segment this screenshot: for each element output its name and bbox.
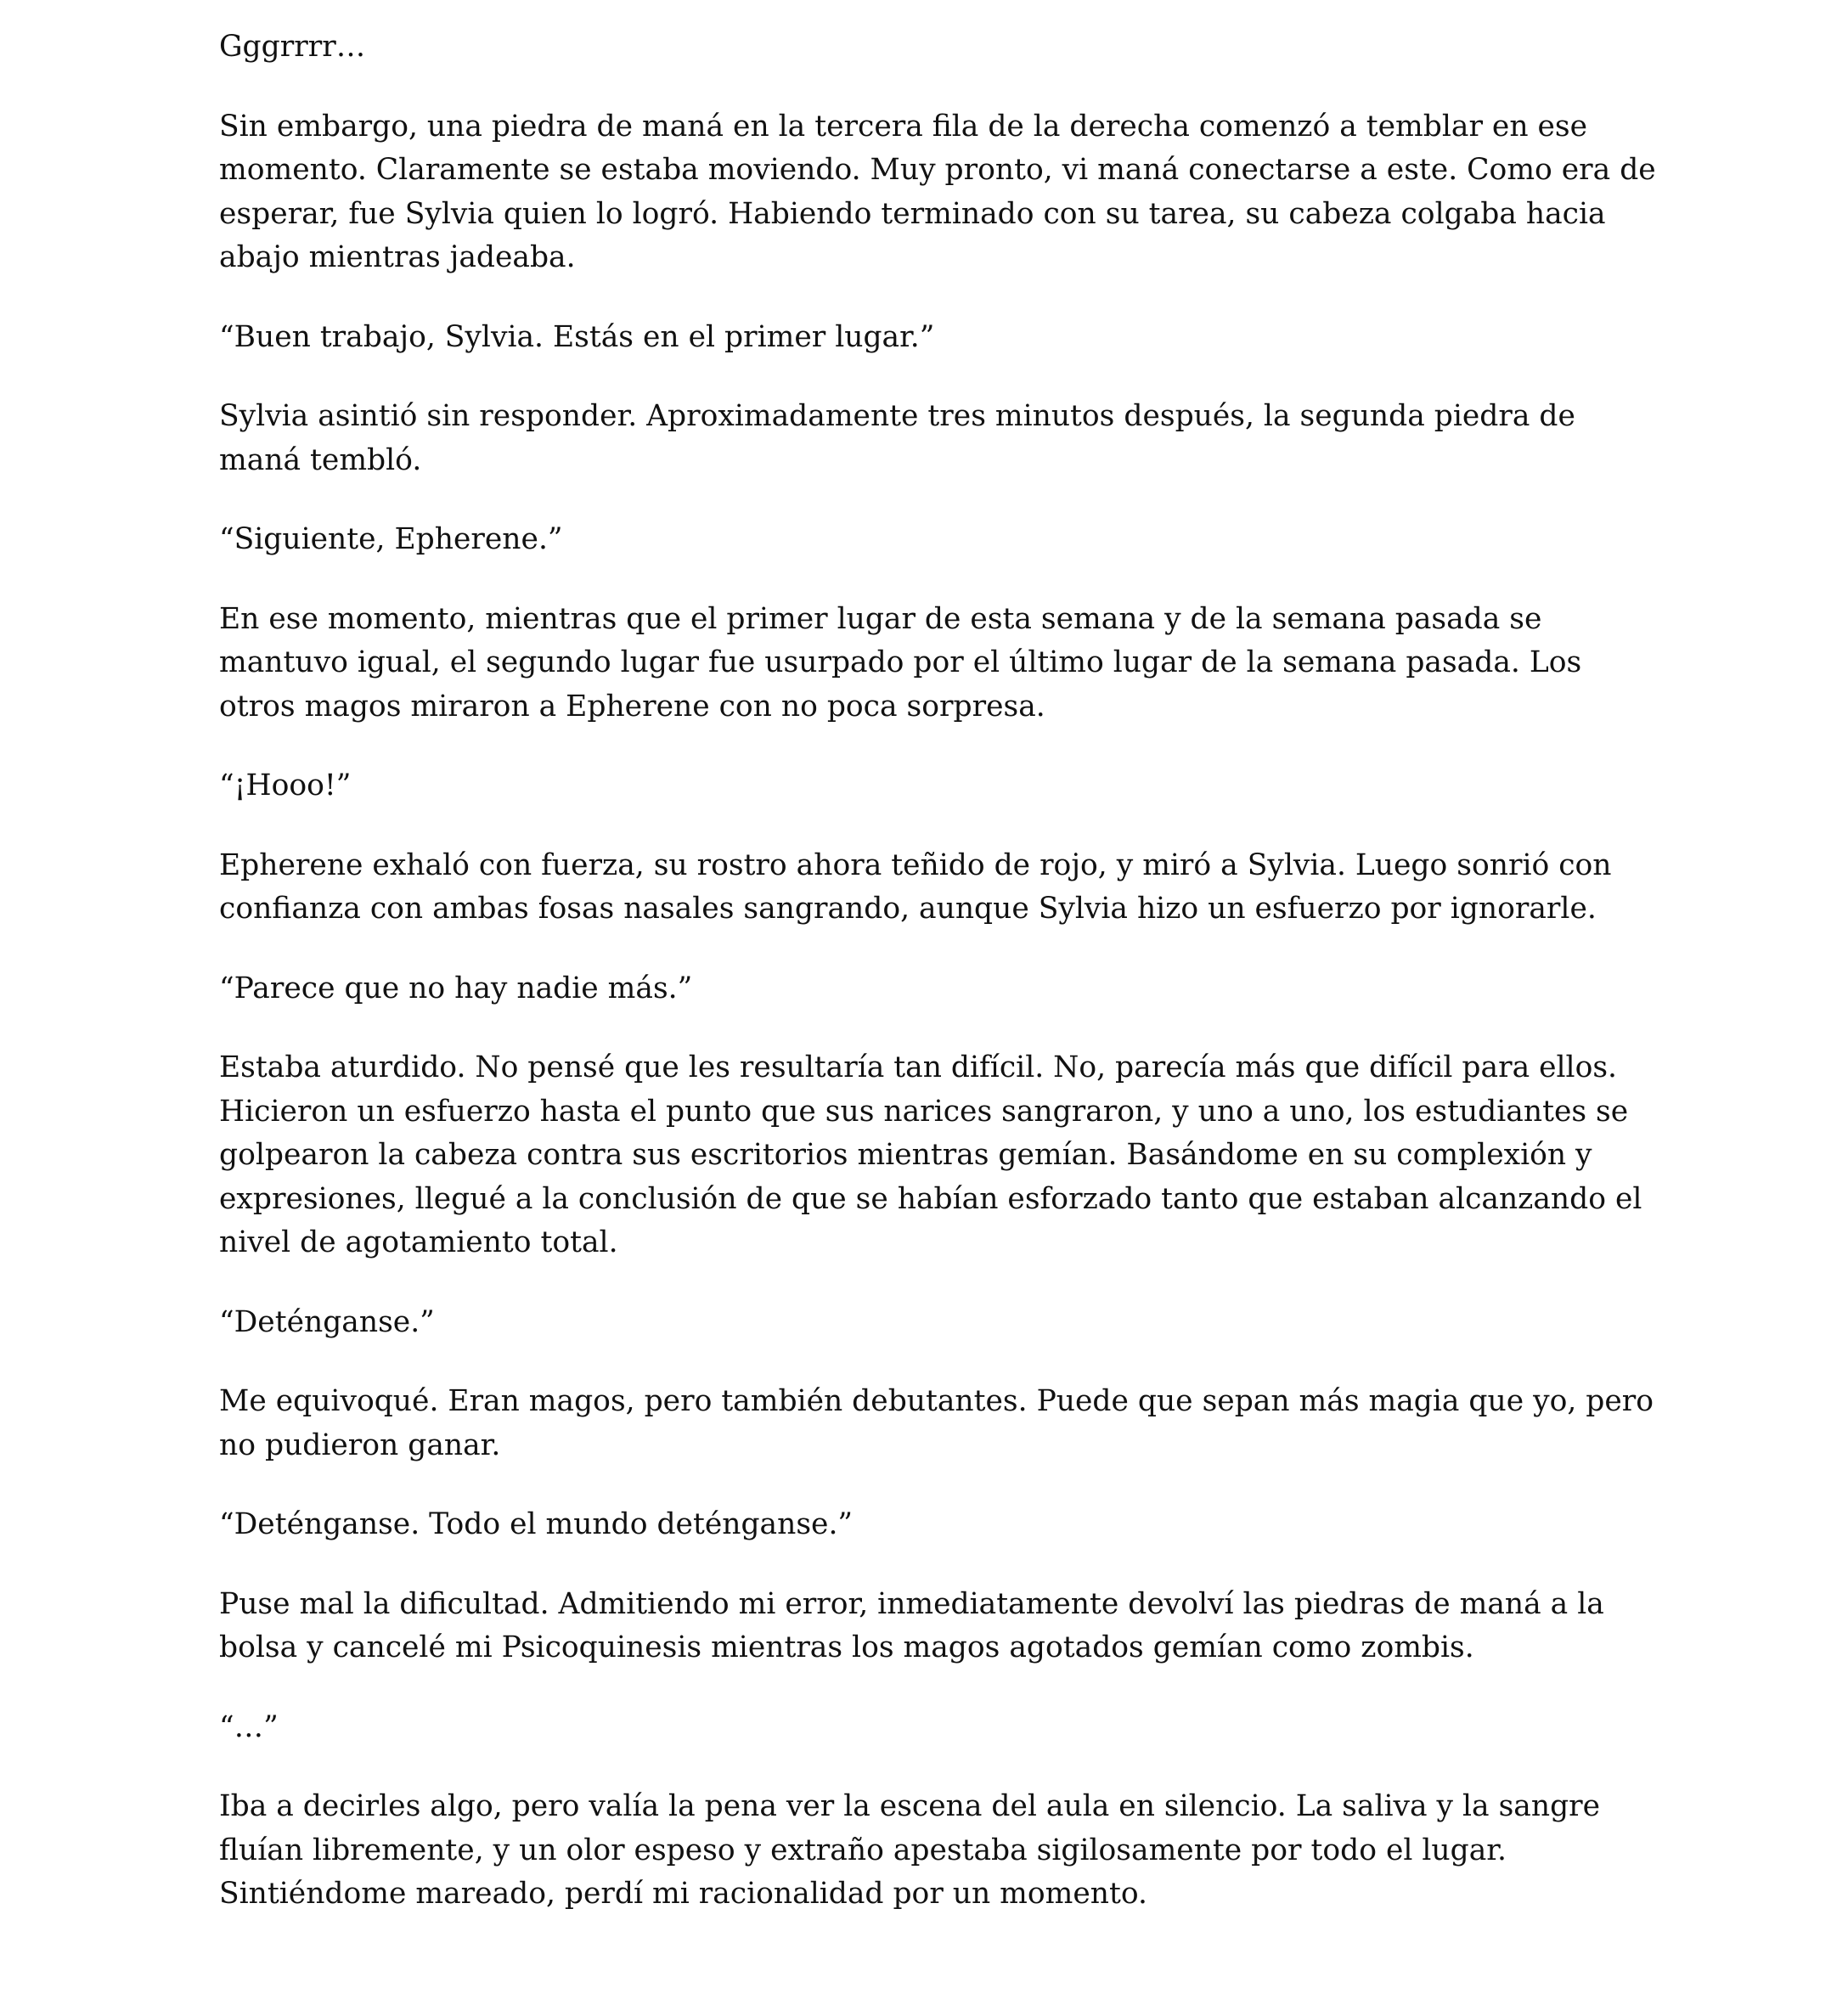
paragraph: Epherene exhaló con fuerza, su rostro ahora teñido de rojo, y miró a Sylvia. Luego sonrió con confianza con ambas fosas nasales sangrando, aunque Sylvia hizo un esfuerzo por ignorarle. [219, 847, 1612, 926]
paragraph: En ese momento, mientras que el primer lugar de esta semana y de la semana pasada se mantuvo igual, el segundo lugar fue usurpado por el último lugar de la semana pasada. Los otros magos miraron a Epherene con no poca sorpresa. [219, 601, 1582, 724]
paragraph: Sin embargo, una piedra de maná en la tercera fila de la derecha comenzó a temblar en ese momento. Claramente se estaba moviendo. Muy pronto, vi maná conectarse a este. Como era de esperar, fue Sylvia quien lo logró. Habiendo terminado con su tarea, su cabeza colgaba hacia abajo mientras jadeaba. [219, 109, 1656, 274]
paragraph: “Parece que no hay nadie más.” [219, 971, 693, 1005]
paragraph: “Deténganse. Todo el mundo deténganse.” [219, 1507, 854, 1541]
paragraph: Puse mal la dificultad. Admitiendo mi error, inmediatamente devolví las piedras de maná a la bolsa y cancelé mi Psicoquinesis mientras los magos agotados gemían como zombis. [219, 1586, 1604, 1664]
paragraph: Me equivoqué. Eran magos, pero también debutantes. Puede que sepan más magia que yo, pero no pudieron ganar. [219, 1384, 1654, 1462]
paragraph: “Buen trabajo, Sylvia. Estás en el primer lugar.” [219, 319, 935, 354]
paragraph: “Siguiente, Epherene.” [219, 522, 563, 556]
paragraph: “¡Hooo!” [219, 769, 352, 802]
paragraph: Sylvia asintió sin responder. Aproximadamente tres minutos después, la segunda piedra de maná tembló. [219, 399, 1575, 477]
paragraph: Iba a decirles algo, pero valía la pena ver la escena del aula en silencio. La saliva y la sangre fluían libremente, y un olor espeso y extraño apestaba sigilosamente por todo el lugar. Sintiéndome mareado, perdí mi racionalidad por un momento. [219, 1789, 1601, 1911]
paragraph: Gggrrrr… [219, 30, 366, 64]
paragraph: “Deténganse.” [219, 1304, 435, 1339]
paragraph: “…” [219, 1709, 279, 1744]
paragraph: Estaba aturdido. No pensé que les resultaría tan difícil. No, parecía más que difícil para ellos. Hicieron un esfuerzo hasta el punto que sus narices sangraron, y uno a uno, los estudiantes se golpearon la cabeza contra sus escritorios mientras gemían. Basándome en su complexión y expresiones, llegué a la conclusión de que se habían esforzado tanto que estaban alcanzando el nivel de agotamiento total. [219, 1050, 1642, 1259]
document-body [219, 25, 1663, 1952]
